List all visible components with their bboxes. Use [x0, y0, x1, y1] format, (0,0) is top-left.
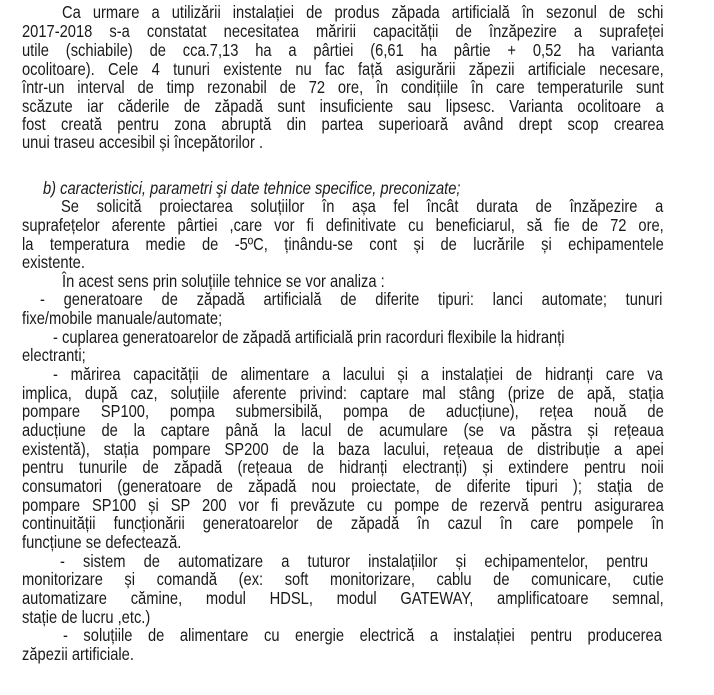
text-line: utile (schiabile) de cca.7,13 ha a pârtiei (6,61 ha pârtie + 0,52 ha varianta — [22, 40, 664, 60]
text-line: aducțiune de la captare până la lacul de acumulare (se va păstra și rețeaua — [22, 420, 664, 440]
paragraph-analysis-intro: În acest sens prin soluțiile tehnice se vor analiza : — [62, 271, 385, 291]
text-line: existente. — [22, 252, 85, 272]
text-line: - soluțiile de alimentare cu energie electrică a instalației pentru producerea — [63, 625, 662, 645]
text-line: funcțiune se defectează. — [22, 532, 182, 552]
text-line: implica, după caz, soluțiile aferente privind: captare mal stâng (prize de apă, stația — [22, 383, 664, 403]
text-line: scăzute iar căderile de zăpadă sunt insuficiente sau lipsesc. Varianta ocolitoare a — [22, 96, 664, 116]
text-line: monitorizare și comandă (ex: soft monitorizare, cablu de comunicare, cutie — [22, 569, 664, 589]
text-line: continuității funcționării generatoarelor de zăpadă în cazul în care pompele în — [22, 513, 664, 533]
text-line: pentru tunurile de zăpadă (rețeaua de hidranți electranți) și extindere pentru noii — [22, 457, 664, 477]
text-line: fost creată pentru zona abruptă din partea superioară având drept scop crearea — [22, 114, 664, 134]
text-line: consumatori (generatoare de zăpadă nou proiectate, de diferite tipuri ); stația de — [22, 476, 664, 496]
text-line: la temperatura medie de -5ºC, ținându-se cont și de lucrările și echipamentele — [22, 234, 664, 254]
text-line: pompare SP100, pompa submersibilă, pompa de aducțiune), rețea nouă de — [22, 401, 664, 421]
text-line: într-un interval de timp rezonabil de 72 ore, în condițiile în care temperaturile sunt — [22, 77, 664, 97]
text-line: - cuplarea generatoarelor de zăpadă artificială prin racorduri flexibile la hidranți — [53, 327, 565, 347]
text-line: - sistem de automatizare a tuturor instalațiilor și echipamentelor, pentru — [60, 551, 648, 571]
text-line: - generatoare de zăpadă artificială de diferite tipuri: lanci automate; tunuri — [40, 289, 663, 309]
text-line: Ca urmare a utilizării instalației de produs zăpada artificială în sezonul de schi — [62, 2, 664, 22]
text-line: stație de lucru ,etc.) — [22, 607, 151, 627]
text-line: automatizare cămine, modul HDSL, modul GATEWAY, amplificatoare semnal, — [22, 588, 664, 608]
text-line: 2017-2018 s-a constatat necesitatea măririi capacității de înzăpezire a suprafeței — [22, 21, 664, 41]
text-line: ocolitoare). Cele 4 tunuri existente nu fac față asigurării zăpezii artificiale necesare, — [22, 59, 664, 79]
text-line: unui traseu accesibil și începătorilor . — [22, 132, 264, 152]
text-line: pompare SP100 și SP 200 vor fi prevăzute cu pompe de rezervă pentru asigurarea — [22, 495, 664, 515]
text-line: Se solicită proiectarea soluțiilor în așa fel încât durata de înzăpezire a — [61, 196, 664, 216]
text-line: fixe/mobile manuale/automate; — [22, 308, 223, 328]
text-line: - mărirea capacității de alimentare a lacului și a instalației de hidranți care va — [53, 364, 663, 384]
text-line: zăpezii artificiale. — [22, 644, 134, 664]
text-line: electranti; — [22, 345, 86, 365]
text-line: suprafețelor aferente pârtiei ,care vor fi definitivate cu beneficiarul, să fie de 72 ore, — [22, 215, 664, 235]
text-line: existentă), stația pompare SP200 de la baza lacului, rețeaua de distribuție a apei — [22, 439, 664, 459]
section-heading: b) caracteristici, parametri şi date tehnice specifice, preconizate; — [43, 178, 461, 198]
